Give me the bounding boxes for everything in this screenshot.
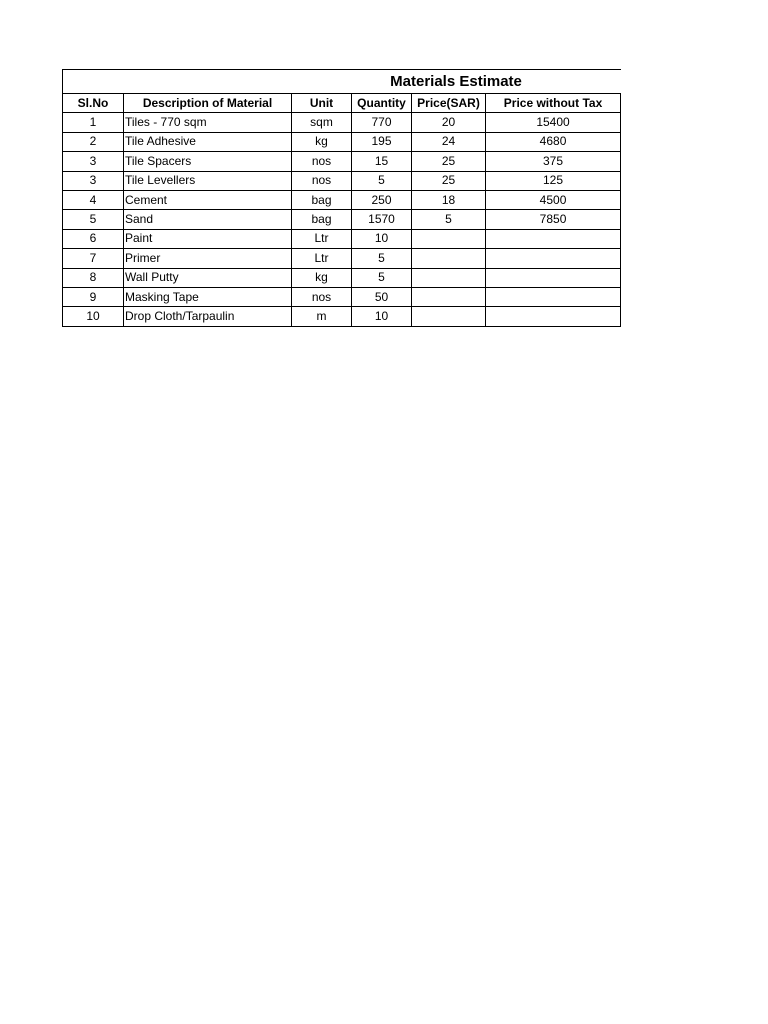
table-row <box>63 287 621 306</box>
table-row <box>63 307 621 326</box>
cell-description: Wall Putty <box>124 268 292 287</box>
cell-price: 24 <box>412 132 486 151</box>
cell-quantity: 10 <box>352 229 412 248</box>
cell-quantity: 10 <box>352 307 412 326</box>
cell-price-without-tax <box>486 287 621 306</box>
cell-price-without-tax: 15400 <box>486 113 621 132</box>
cell-unit: nos <box>292 152 352 171</box>
column-header-price-without-tax: Price without Tax <box>486 94 621 113</box>
column-header-quantity: Quantity <box>352 94 412 113</box>
cell-unit: m <box>292 307 352 326</box>
cell-quantity: 770 <box>352 113 412 132</box>
cell-price-without-tax: 7850 <box>486 210 621 229</box>
table-row <box>63 210 621 229</box>
column-header-description: Description of Material <box>124 94 292 113</box>
cell-price <box>412 249 486 268</box>
materials-table <box>62 69 621 327</box>
page-title: Materials Estimate <box>292 70 621 94</box>
table-row <box>63 171 621 190</box>
cell-unit: nos <box>292 287 352 306</box>
materials-estimate-sheet <box>62 69 620 327</box>
cell-unit: Ltr <box>292 249 352 268</box>
cell-description: Tile Spacers <box>124 152 292 171</box>
cell-price-without-tax <box>486 307 621 326</box>
cell-sl-no: 8 <box>63 268 124 287</box>
title-blank-cell <box>63 70 292 94</box>
cell-price-without-tax: 125 <box>486 171 621 190</box>
cell-unit: sqm <box>292 113 352 132</box>
cell-quantity: 15 <box>352 152 412 171</box>
cell-price-without-tax <box>486 268 621 287</box>
cell-sl-no: 5 <box>63 210 124 229</box>
cell-price: 20 <box>412 113 486 132</box>
cell-description: Tile Levellers <box>124 171 292 190</box>
cell-unit: Ltr <box>292 229 352 248</box>
table-row <box>63 249 621 268</box>
table-row <box>63 229 621 248</box>
cell-description: Paint <box>124 229 292 248</box>
cell-sl-no: 1 <box>63 113 124 132</box>
column-header-sl-no: Sl.No <box>63 94 124 113</box>
cell-unit: kg <box>292 268 352 287</box>
cell-price-without-tax <box>486 249 621 268</box>
cell-unit: nos <box>292 171 352 190</box>
cell-quantity: 5 <box>352 171 412 190</box>
cell-quantity: 5 <box>352 249 412 268</box>
column-header-price: Price(SAR) <box>412 94 486 113</box>
table-row <box>63 152 621 171</box>
cell-sl-no: 10 <box>63 307 124 326</box>
title-row <box>63 70 621 94</box>
cell-price <box>412 268 486 287</box>
cell-description: Tile Adhesive <box>124 132 292 151</box>
cell-quantity: 1570 <box>352 210 412 229</box>
cell-sl-no: 9 <box>63 287 124 306</box>
cell-price: 5 <box>412 210 486 229</box>
cell-quantity: 5 <box>352 268 412 287</box>
cell-description: Drop Cloth/Tarpaulin <box>124 307 292 326</box>
cell-price-without-tax: 4680 <box>486 132 621 151</box>
cell-price <box>412 229 486 248</box>
cell-description: Sand <box>124 210 292 229</box>
cell-sl-no: 3 <box>63 152 124 171</box>
cell-unit: bag <box>292 210 352 229</box>
cell-price <box>412 307 486 326</box>
table-row <box>63 132 621 151</box>
table-body <box>63 113 621 326</box>
cell-unit: kg <box>292 132 352 151</box>
table-row <box>63 268 621 287</box>
table-row <box>63 113 621 132</box>
cell-description: Primer <box>124 249 292 268</box>
cell-price-without-tax: 4500 <box>486 190 621 209</box>
cell-sl-no: 4 <box>63 190 124 209</box>
cell-sl-no: 6 <box>63 229 124 248</box>
cell-price <box>412 287 486 306</box>
cell-quantity: 250 <box>352 190 412 209</box>
cell-description: Masking Tape <box>124 287 292 306</box>
cell-sl-no: 7 <box>63 249 124 268</box>
cell-price: 25 <box>412 171 486 190</box>
cell-description: Tiles - 770 sqm <box>124 113 292 132</box>
cell-price-without-tax <box>486 229 621 248</box>
header-row <box>63 94 621 113</box>
column-header-unit: Unit <box>292 94 352 113</box>
cell-unit: bag <box>292 190 352 209</box>
cell-price: 18 <box>412 190 486 209</box>
table-row <box>63 190 621 209</box>
cell-sl-no: 3 <box>63 171 124 190</box>
cell-quantity: 50 <box>352 287 412 306</box>
cell-price-without-tax: 375 <box>486 152 621 171</box>
cell-description: Cement <box>124 190 292 209</box>
cell-sl-no: 2 <box>63 132 124 151</box>
cell-quantity: 195 <box>352 132 412 151</box>
cell-price: 25 <box>412 152 486 171</box>
